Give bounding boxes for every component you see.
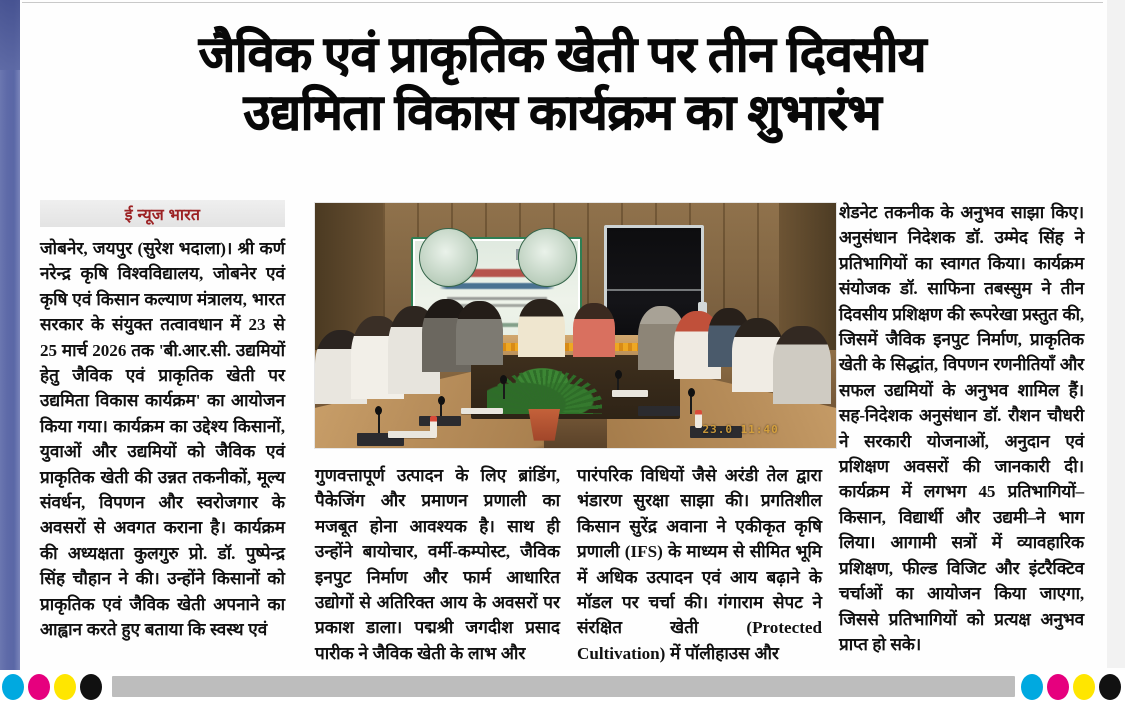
headline-line-1: जैविक एवं प्राकृतिक खेती पर तीन दिवसीय xyxy=(198,27,927,82)
column-4-body: शेडनेट तकनीक के अनुभव साझा किए। अनुसंधान निदेशक डॉ. उम्मेद सिंह ने प्रतिभागियों का स्वागत किया। कार्यक्रम संयोजक डॉ. साफिना तबस्सुम ने तीन दिवसीय प्रशिक्षण की रूपरेखा प्रस्तुत की, जिसमें जैविक इनपुट निर्माण, प्राकृतिक खेती के सिद्धांत, विपणन रणनीतियाँ और सफल उद्यमियों के अनुभव शामिल हैं। सह-निदेशक अनुसंधान डॉ. रौशन चौधरी ने सरकारी योजनाओं, अनुदान एवं प्रशिक्षण अवसरों की जानकारी दी। कार्यक्रम में लगभग 45 प्रतिभागियों–किसान, विद्यार्थी और उद्यमी–ने भाग लिया। आगामी सत्रों में व्यावहारिक प्रशिक्षण, फील्ड विजिट और इंटरैक्टिव चर्चाओं का आयोजन किया जाएगा, जिससे प्रतिभागियों को प्रत्यक्ष अनुभव प्राप्त हो सके। xyxy=(839,203,1084,654)
registration-dot-yellow-right xyxy=(1073,674,1095,700)
column-2-photo-spacer xyxy=(315,200,560,463)
registration-gray-bar xyxy=(112,676,1015,697)
byline-label: ई न्यूज भारत xyxy=(124,206,201,224)
column-2 xyxy=(315,200,560,662)
column-1 xyxy=(40,200,285,662)
registration-dot-cyan-left xyxy=(2,674,24,700)
column-3-body: पारंपरिक विधियों जैसे अरंडी तेल द्वारा भंडारण सुरक्षा साझा की। प्रगतिशील किसान सुरेंद्र अवाना ने एकीकृत कृषि प्रणाली (IFS) के माध्यम से सीमित भूमि में अधिक उत्पादन एवं आय बढ़ाने के मॉडल पर चर्चा की। गंगाराम सेपट ने संरक्षित खेती (Protected Cultivation) में पॉलीहाउस और xyxy=(577,466,822,663)
top-divider-rule xyxy=(22,2,1103,3)
registration-dot-yellow-left xyxy=(54,674,76,700)
column-3 xyxy=(577,200,822,662)
registration-dot-magenta-left xyxy=(28,674,50,700)
column-3-photo-spacer xyxy=(577,200,822,463)
byline-band xyxy=(40,200,285,227)
headline-line-2: उद्यमिता विकास कार्यक्रम का शुभारंभ xyxy=(243,84,882,140)
right-page-edge-strip xyxy=(1107,0,1125,668)
cmyk-registration-bar xyxy=(0,670,1125,703)
photo-timestamp: 23.0 11:40 xyxy=(702,422,779,436)
column-1-body: जोबनेर, जयपुर (सुरेश भदाला)। श्री कर्ण नरेन्द्र कृषि विश्वविद्यालय, जोबनेर एवं कृषि एवं किसान कल्याण मंत्रालय, भारत सरकार के संयुक्त तत्वावधान में 23 से 25 मार्च 2026 तक 'बी.आर.सी. उद्यमियों हेतु जैविक एवं प्राकृतिक खेती पर उद्यमिता विकास कार्यक्रम' का आयोजन किया गया। कार्यक्रम का उद्देश्य किसानों, युवाओं और उद्यमियों को जैविक एवं प्राकृतिक खेती की उन्नत तकनीकों, मूल्य संवर्धन, विपणन और स्वरोजगार के अवसरों से अवगत कराना है। कार्यक्रम की अध्यक्षता कुलगुरु प्रो. डॉ. पुष्पेन्द्र सिंह चौहान ने की। उन्होंने किसानों को प्राकृतिक एवं जैविक खेती अपनाने का आह्वान करते हुए बताया कि स्वस्थ एवं xyxy=(40,239,285,640)
registration-dot-black-right xyxy=(1099,674,1121,700)
column-2-body: गुणवत्तापूर्ण उत्पादन के लिए ब्रांडिंग, पैकेजिंग और प्रमाणन प्रणाली का मजबूत होना आवश्यक है। साथ ही उन्होंने बायोचार, वर्मी-कम्पोस्ट, जैविक इनपुट निर्माण और फार्म आधारित उद्योगों से अतिरिक्त आय के अवसरों पर प्रकाश डाला। पद्मश्री जगदीश प्रसाद पारीक ने जैविक खेती के लाभ और xyxy=(315,466,560,663)
left-page-gutter-strip xyxy=(0,0,20,670)
article-columns xyxy=(40,200,1088,662)
registration-dot-magenta-right xyxy=(1047,674,1069,700)
registration-dot-black-left xyxy=(80,674,102,700)
article-headline xyxy=(40,26,1085,142)
registration-dot-cyan-right xyxy=(1021,674,1043,700)
column-4 xyxy=(839,200,1084,662)
